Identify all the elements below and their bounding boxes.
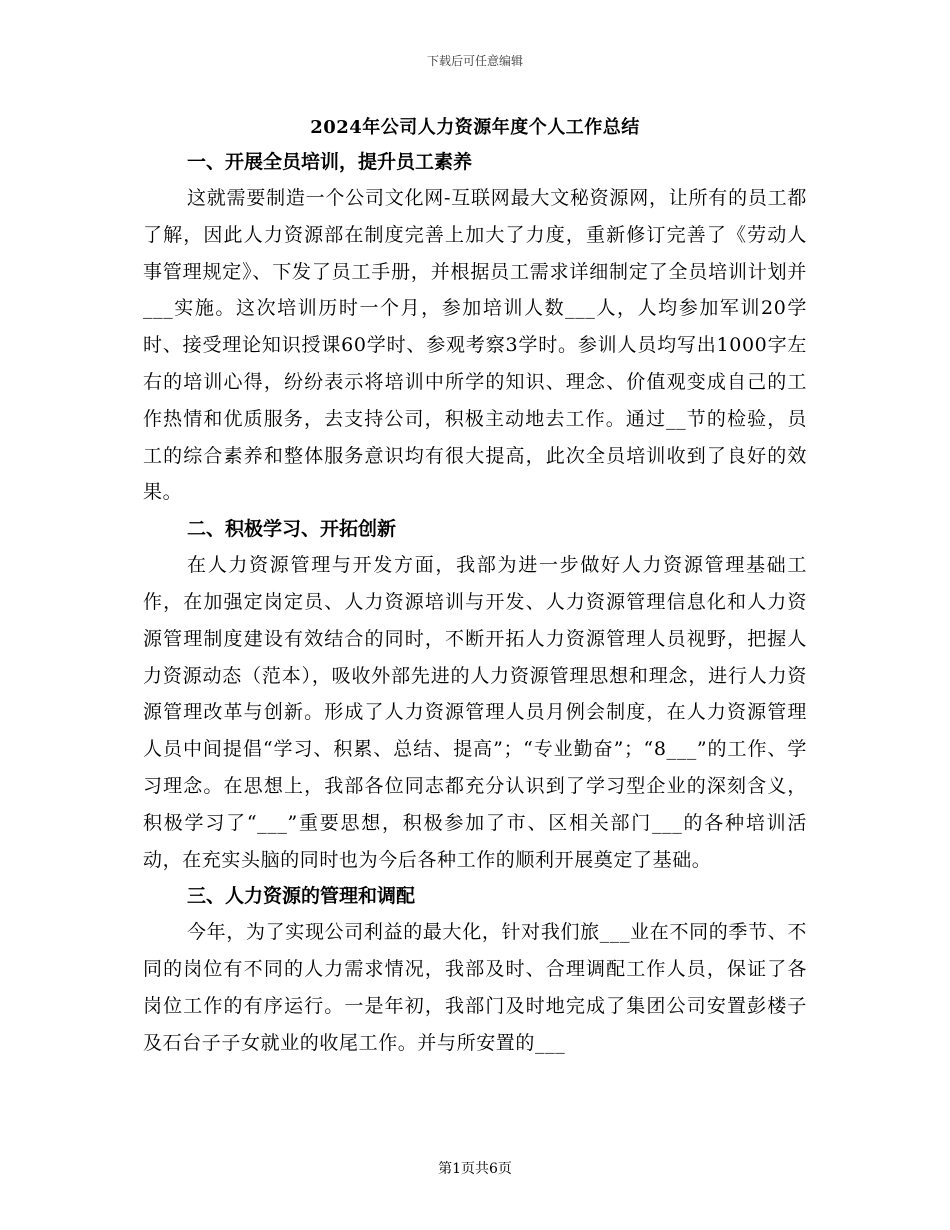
header-note: 下载后可任意编辑 (426, 54, 523, 68)
section-3 (143, 878, 807, 1061)
section-2 (143, 511, 807, 878)
section-paragraph: 今年，为了实现公司利益的最大化，针对我们旅___业在不同的季节、不同的岗位有不同的人力需求情况，我部及时、合理调配工作人员，保证了各岗位工作的有序运行。一是年初，我部门及时地完成了集团公司安置彭楼子及石台子子女就业的收尾工作。并与所安置的___ (143, 921, 807, 1054)
document-body (143, 112, 807, 1062)
section-heading: 三、人力资源的管理和调配 (187, 885, 416, 908)
section-paragraph: 在人力资源管理与开发方面，我部为进一步做好人力资源管理基础工作，在加强定岗定员、人力资源培训与开发、人力资源管理信息化和人力资源管理制度建设有效结合的同时，不断开拓人力资源管理人员视野，把握人力资源动态（范本），吸收外部先进的人力资源管理思想和理念，进行人力资源管理改革与创新。形成了人力资源管理人员月例会制度，在人力资源管理人员中间提倡“学习、积累、总结、提高”；“专业勤奋”；“8___”的工作、学习理念。在思想上，我部各位同志都充分认识到了学习型企业的深刻含义，积极学习了“___”重要思想，积极参加了市、区相关部门___的各种培训活动，在充实头脑的同时也为今后各种工作的顺利开展奠定了基础。 (143, 554, 807, 871)
section-paragraph: 这就需要制造一个公司文化网-互联网最大文秘资源网，让所有的员工都了解，因此人力资源部在制度完善上加大了力度，重新修订完善了《劳动人事管理规定》、下发了员工手册，并根据员工需求详细制定了全员培训计划并___实施。这次培训历时一个月，参加培训人数___人，人均参加军训20学时、接受理论知识授课60学时、参观考察3学时。参训人员均写出1000字左右的培训心得，纷纷表示将培训中所学的知识、理念、价值观变成自己的工作热情和优质服务，去支持公司，积极主动地去工作。通过__节的检验，员工的综合素养和整体服务意识均有很大提高，此次全员培训收到了良好的效果。 (143, 187, 807, 504)
section-heading: 一、开展全员培训，提升员工素养 (187, 151, 473, 173)
page-indicator: 第1页共6页 (438, 1161, 512, 1177)
document-title: 2024年公司人力资源年度个人工作总结 (310, 117, 640, 138)
section-heading: 二、积极学习、开拓创新 (187, 518, 397, 541)
section-1 (143, 144, 807, 511)
